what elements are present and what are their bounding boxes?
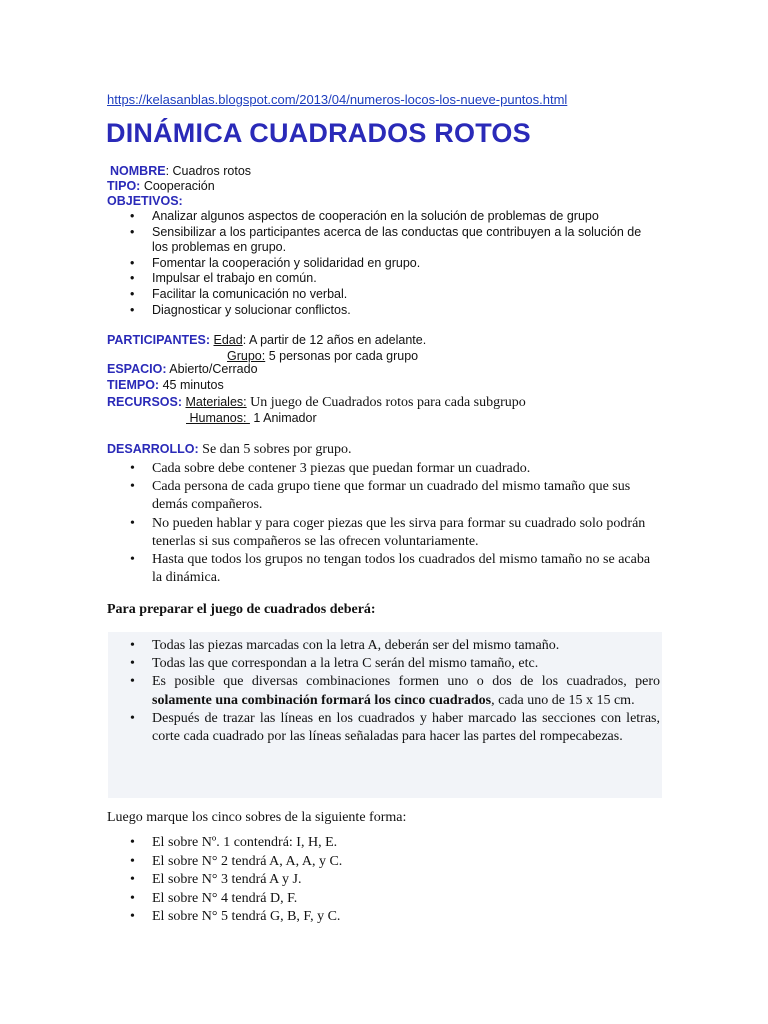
source-link[interactable]: https://kelasanblas.blogspot.com/2013/04/numeros-locos-los-nueve-puntos.html [107, 92, 568, 107]
sobres-intro: Luego marque los cinco sobres de la siguiente forma: [107, 810, 407, 825]
recursos-label: RECURSOS: [107, 395, 183, 409]
grupo-value: 5 personas por cada grupo [265, 349, 419, 363]
edad-value: : A partir de 12 años en adelante. [242, 333, 427, 347]
desarrollo-intro: Se dan 5 sobres por grupo. [198, 442, 352, 457]
nombre-field [110, 164, 251, 179]
list-item: • El sobre N° 3 tendrá A y J. [108, 871, 660, 890]
grupo-label: Grupo: [227, 349, 266, 363]
tiempo-label: TIEMPO: [107, 378, 160, 392]
preparar-list [108, 637, 660, 746]
desarrollo-field [107, 442, 351, 457]
desarrollo-list [108, 460, 660, 587]
item3-text-a: Es posible que diversas combinaciones formen uno o dos de los cuadrados, pero [152, 674, 660, 690]
preparar-heading: Para preparar el juego de cuadrados deberá: [107, 602, 376, 617]
tiempo-field [107, 378, 224, 393]
materiales-label: Materiales: [185, 395, 247, 409]
list-item: • Todas las que correspondan a la letra C serán del mismo tamaño, etc. [108, 655, 660, 673]
list-item: • Cada sobre debe contener 3 piezas que puedan formar un cuadrado. [108, 460, 660, 478]
list-item: • Facilitar la comunicación no verbal. [108, 287, 660, 303]
tipo-value: Cooperación [140, 179, 215, 193]
sobres-list [108, 834, 660, 927]
espacio-value: Abierto/Cerrado [166, 362, 258, 376]
list-item: • Diagnosticar y solucionar conflictos. [108, 303, 660, 319]
materiales-value: Un juego de Cuadrados rotos para cada subgrupo [246, 395, 526, 410]
humanos-field [186, 411, 317, 426]
list-item [108, 673, 660, 709]
objetivos-list [108, 209, 660, 318]
list-item: • Cada persona de cada grupo tiene que formar un cuadrado del mismo tamaño que sus demás compañeros. [108, 478, 660, 514]
tiempo-value: 45 minutos [159, 378, 224, 392]
list-item: • Hasta que todos los grupos no tengan todos los cuadrados del mismo tamaño no se acaba la dinámica. [108, 551, 660, 587]
list-item: • El sobre Nº. 1 contendrá: I, H, E. [108, 834, 660, 853]
page-title: DINÁMICA CUADRADOS ROTOS [106, 118, 531, 148]
list-item: • Después de trazar las líneas en los cuadrados y haber marcado las secciones con letras, corte cada cuadrado por las líneas señaladas para hacer las partes del rompecabezas. [108, 710, 660, 746]
tipo-label: TIPO: [107, 179, 141, 193]
list-item: • El sobre N° 5 tendrá G, B, F, y C. [108, 908, 660, 927]
list-item: • Impulsar el trabajo en común. [108, 271, 660, 287]
desarrollo-label: DESARROLLO: [107, 442, 199, 456]
participantes-sep: : [205, 333, 214, 347]
list-item: • No pueden hablar y para coger piezas que les sirva para formar su cuadrado solo podrán tenerlas si sus compañeros se las ofrecen voluntariamente. [108, 515, 660, 551]
humanos-value: 1 Animador [249, 411, 317, 425]
participantes-label: PARTICIPANTES [107, 333, 206, 347]
objetivos-label [107, 194, 183, 209]
list-item: • Fomentar la cooperación y solidaridad en grupo. [108, 256, 660, 272]
edad-label: Edad [213, 333, 243, 347]
humanos-label: Humanos: [186, 411, 250, 425]
nombre-label: NOMBRE [110, 164, 166, 178]
objetivos-heading: OBJETIVOS: [107, 194, 183, 208]
list-item: • Analizar algunos aspectos de cooperación en la solución de problemas de grupo [108, 209, 660, 225]
list-item: • Sensibilizar a los participantes acerca de las conductas que contribuyen a la solución de los problemas en grupo. [108, 225, 660, 256]
list-item: • El sobre N° 2 tendrá A, A, A, y C. [108, 853, 660, 872]
item3-text-b: , cada uno de 15 x 15 cm. [491, 692, 635, 708]
nombre-value: : Cuadros rotos [165, 164, 252, 178]
espacio-label: ESPACIO: [107, 362, 167, 376]
list-item: • El sobre N° 4 tendrá D, F. [108, 890, 660, 909]
participantes-field [107, 333, 426, 348]
espacio-field [107, 362, 258, 377]
list-item: • Todas las piezas marcadas con la letra A, deberán ser del mismo tamaño. [108, 637, 660, 655]
item3-bold-text: solamente una combinación formará los cinco cuadrados [152, 692, 492, 708]
tipo-field [107, 179, 215, 194]
recursos-field [107, 395, 526, 410]
